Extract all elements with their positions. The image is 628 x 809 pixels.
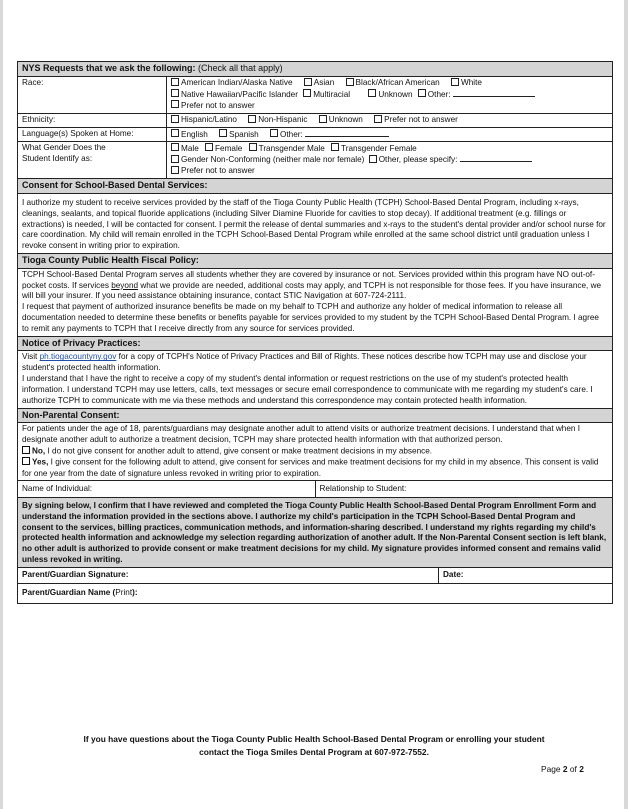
gender-row xyxy=(18,142,612,179)
checkbox-icon[interactable] xyxy=(331,143,339,151)
nonparental-header-row xyxy=(18,409,612,424)
ethnicity-row xyxy=(18,114,612,128)
nonparental-yes-option[interactable]: Yes, I give consent for the following adult to attend, give consent for services and make treatment decisions for my child in my absence. This consent is valid for one year from the date of signature unless revoked in writing prior to expiration. xyxy=(22,457,599,478)
attestation-row xyxy=(18,498,612,568)
race-option-hawaiian[interactable]: Native Hawaiian/Pacific Islander xyxy=(171,90,298,99)
language-other-field[interactable] xyxy=(305,130,389,137)
privacy-paragraph-1: Visit ph.tiogacountyny.gov for a copy of TCPH's Notice of Privacy Practices and Bill of Rights. These notices describe how TCPH may use and disclose your student's protected health information. xyxy=(22,352,587,373)
privacy-body-row xyxy=(18,351,612,408)
checkbox-icon[interactable] xyxy=(171,129,179,137)
checkbox-icon[interactable] xyxy=(418,89,426,97)
signature-row xyxy=(18,568,612,584)
checkbox-icon[interactable] xyxy=(171,78,179,86)
checkbox-icon[interactable] xyxy=(22,446,30,454)
footer-contact xyxy=(30,733,598,759)
date-field[interactable]: Date: xyxy=(438,568,612,583)
race-other-field[interactable] xyxy=(453,90,535,97)
gender-option-female[interactable]: Female xyxy=(205,144,242,153)
consent-text: I authorize my student to receive services provided by the staff of the Tioga County Public Health (TCPH) School-Based Dental Program, including x-rays, cleanings, sealants, and topical fluoride applications (including Silver Diamine Fluoride for cavities to stop decay). If additional treatment (e.g. fillings or extractions) is needed, I will be contacted for consent. I permit the release of dental summaries and x-rays to the student's dental provider and/or school nurse for care coordination. My child will remain enrolled in the TCPH School-Based Dental Program while enrolled at the same school district until graduation unless I revoke consent in writing prior to expiration. xyxy=(22,198,606,251)
checkbox-icon[interactable] xyxy=(374,115,382,123)
checkbox-icon[interactable] xyxy=(171,115,179,123)
checkbox-icon[interactable] xyxy=(249,143,257,151)
gender-option-other[interactable]: Other, please specify: xyxy=(369,155,532,164)
nonparental-section-title: Non-Parental Consent: xyxy=(18,409,612,423)
page-number: Page 2 of 2 xyxy=(541,764,584,774)
ethnicity-label: Ethnicity: xyxy=(18,114,167,127)
gender-other-field[interactable] xyxy=(460,155,532,162)
privacy-header-row xyxy=(18,337,612,352)
page-edge-right xyxy=(624,0,628,809)
footer-line-2: contact the Tioga Smiles Dental Program at 607-972-7552. xyxy=(199,747,429,758)
consent-section-title: Consent for School-Based Dental Services: xyxy=(18,179,612,193)
gender-option-male[interactable]: Male xyxy=(171,144,199,153)
race-option-other[interactable]: Other: xyxy=(418,90,535,99)
footer-line-1: If you have questions about the Tioga County Public Health School-Based Dental Program or enrolling your student xyxy=(83,734,545,744)
language-option-other[interactable]: Other: xyxy=(270,130,389,139)
ethnicity-option-hispanic[interactable]: Hispanic/Latino xyxy=(171,115,237,124)
page-edge-left xyxy=(0,0,3,809)
checkbox-icon[interactable] xyxy=(171,166,179,174)
guardian-name-field[interactable]: Parent/Guardian Name (Print): xyxy=(22,588,138,598)
privacy-website-link[interactable]: ph.tiogacountyny.gov xyxy=(39,352,117,362)
checkbox-icon[interactable] xyxy=(369,155,377,163)
checkbox-icon[interactable] xyxy=(171,143,179,151)
race-options xyxy=(167,77,612,113)
guardian-name-row xyxy=(18,584,612,603)
race-row xyxy=(18,77,612,114)
enrollment-form xyxy=(17,61,613,604)
race-option-native[interactable]: American Indian/Alaska Native xyxy=(171,78,293,87)
nys-note: (Check all that apply) xyxy=(198,63,283,73)
checkbox-icon[interactable] xyxy=(270,129,278,137)
checkbox-icon[interactable] xyxy=(171,100,179,108)
nonparental-no-option[interactable]: No, I do not give consent for another adult to attend, give consent or make treatment decisions in my absence. xyxy=(22,446,608,457)
race-option-asian[interactable]: Asian xyxy=(304,78,334,87)
language-option-spanish[interactable]: Spanish xyxy=(219,130,259,139)
gender-label: What Gender Does the Student Identify as: xyxy=(18,142,167,178)
checkbox-icon[interactable] xyxy=(171,89,179,97)
nys-header-row xyxy=(18,62,612,77)
race-option-prefer-not[interactable]: Prefer not to answer xyxy=(171,101,255,110)
fiscal-paragraph-2: I request that payment of authorized insurance benefits be made on my behalf to TCPH and authorize any holder of medical information to release all documentation needed to determine these benefits or benefits payable for services provided to my student by the TCPH School-Based Dental Program. I agree to remit any payments to TCPH that I receive directly from any source for services provided. xyxy=(22,302,599,333)
nys-section-title xyxy=(18,62,612,76)
checkbox-icon[interactable] xyxy=(248,115,256,123)
nonparental-fields-row xyxy=(18,481,612,498)
checkbox-icon[interactable] xyxy=(205,143,213,151)
privacy-text xyxy=(18,351,612,407)
gender-option-non-conforming[interactable]: Gender Non-Conforming (neither male nor female) xyxy=(171,155,364,164)
fiscal-body-row xyxy=(18,269,612,337)
checkbox-icon[interactable] xyxy=(368,89,376,97)
consent-body-row xyxy=(18,194,612,254)
gender-option-prefer-not[interactable]: Prefer not to answer xyxy=(171,166,255,175)
gender-option-trans-female[interactable]: Transgender Female xyxy=(331,144,417,153)
checkbox-icon[interactable] xyxy=(319,115,327,123)
ethnicity-options xyxy=(167,114,612,127)
ethnicity-option-non-hispanic[interactable]: Non-Hispanic xyxy=(248,115,307,124)
nonparental-intro: For patients under the age of 18, parents/guardians may designate another adult to attend visits or authorize treatment decisions. I understand that when I designate another adult to authorize a treatment decision, TCPH may share protected health information with that authorized person. xyxy=(22,424,581,445)
fiscal-section-title: Tioga County Public Health Fiscal Policy: xyxy=(18,254,612,268)
consent-header-row xyxy=(18,179,612,194)
nonparental-text xyxy=(18,423,612,480)
relationship-field[interactable]: Relationship to Student: xyxy=(315,481,613,497)
gender-options xyxy=(167,142,612,178)
privacy-section-title: Notice of Privacy Practices: xyxy=(18,337,612,351)
checkbox-icon[interactable] xyxy=(303,89,311,97)
nys-title: NYS Requests that we ask the following: xyxy=(22,63,196,73)
checkbox-icon[interactable] xyxy=(219,129,227,137)
fiscal-text xyxy=(18,269,612,336)
language-row xyxy=(18,128,612,142)
checkbox-icon[interactable] xyxy=(346,78,354,86)
nonparental-body-row xyxy=(18,423,612,481)
privacy-paragraph-2: I understand that I have the right to receive a copy of my student's dental information or request restrictions on the use of my student's protected health information. I understand TCPH may use letters, calls, text messages or secure email correspondence to communicate with me regarding my student's care. I authorize TCPH to communicate with me via these methods and understand this correspondence may contain protected health information. xyxy=(22,374,593,405)
checkbox-icon[interactable] xyxy=(304,78,312,86)
race-label: Race: xyxy=(18,77,167,113)
ethnicity-option-prefer-not[interactable]: Prefer not to answer xyxy=(374,115,458,124)
signature-field[interactable]: Parent/Guardian Signature: xyxy=(22,570,129,580)
attestation-text: By signing below, I confirm that I have reviewed and completed the Tioga County Public Health School-Based Dental Program Enrollment Form and understand the information provided in the sections above. I authorize my child's participation in the TCPH School-Based Dental Program and consent to the services, billing practices, communication methods, and information-sharing described. I understand my rights regarding my child's protected health information and acknowledge my selection regarding authorization of another adult. If the Non-Parental Consent section is left blank, no other adult is authorized to provide consent or make treatment decisions for my child. My signature provides informed consent and remains valid unless revoked in writing. xyxy=(18,498,612,567)
fiscal-paragraph-1: TCPH School-Based Dental Program serves all students whether they are covered by insurance or not. Services provided within this program have NO out-of-pocket costs. If services beyond what we provide are needed, additional costs may apply, and TCPH is not responsible for those fees. If you have insurance, we will bill your insurer. If you need assistance obtaining insurance, contact STIC Navigation at 607-724-2111. xyxy=(22,269,602,301)
race-option-multiracial[interactable]: Multiracial xyxy=(303,90,350,99)
fiscal-header-row xyxy=(18,254,612,269)
language-options xyxy=(167,128,612,141)
checkbox-icon[interactable] xyxy=(451,78,459,86)
race-option-white[interactable]: White xyxy=(451,78,482,87)
gender-option-trans-male[interactable]: Transgender Male xyxy=(249,144,325,153)
language-option-english[interactable]: English xyxy=(171,130,208,139)
individual-name-field[interactable]: Name of Individual: xyxy=(22,484,93,494)
race-option-unknown[interactable]: Unknown xyxy=(368,90,412,99)
ethnicity-option-unknown[interactable]: Unknown xyxy=(319,115,363,124)
checkbox-icon[interactable] xyxy=(22,457,30,465)
race-option-black[interactable]: Black/African American xyxy=(346,78,440,87)
language-label: Language(s) Spoken at Home: xyxy=(18,128,167,141)
checkbox-icon[interactable] xyxy=(171,155,179,163)
